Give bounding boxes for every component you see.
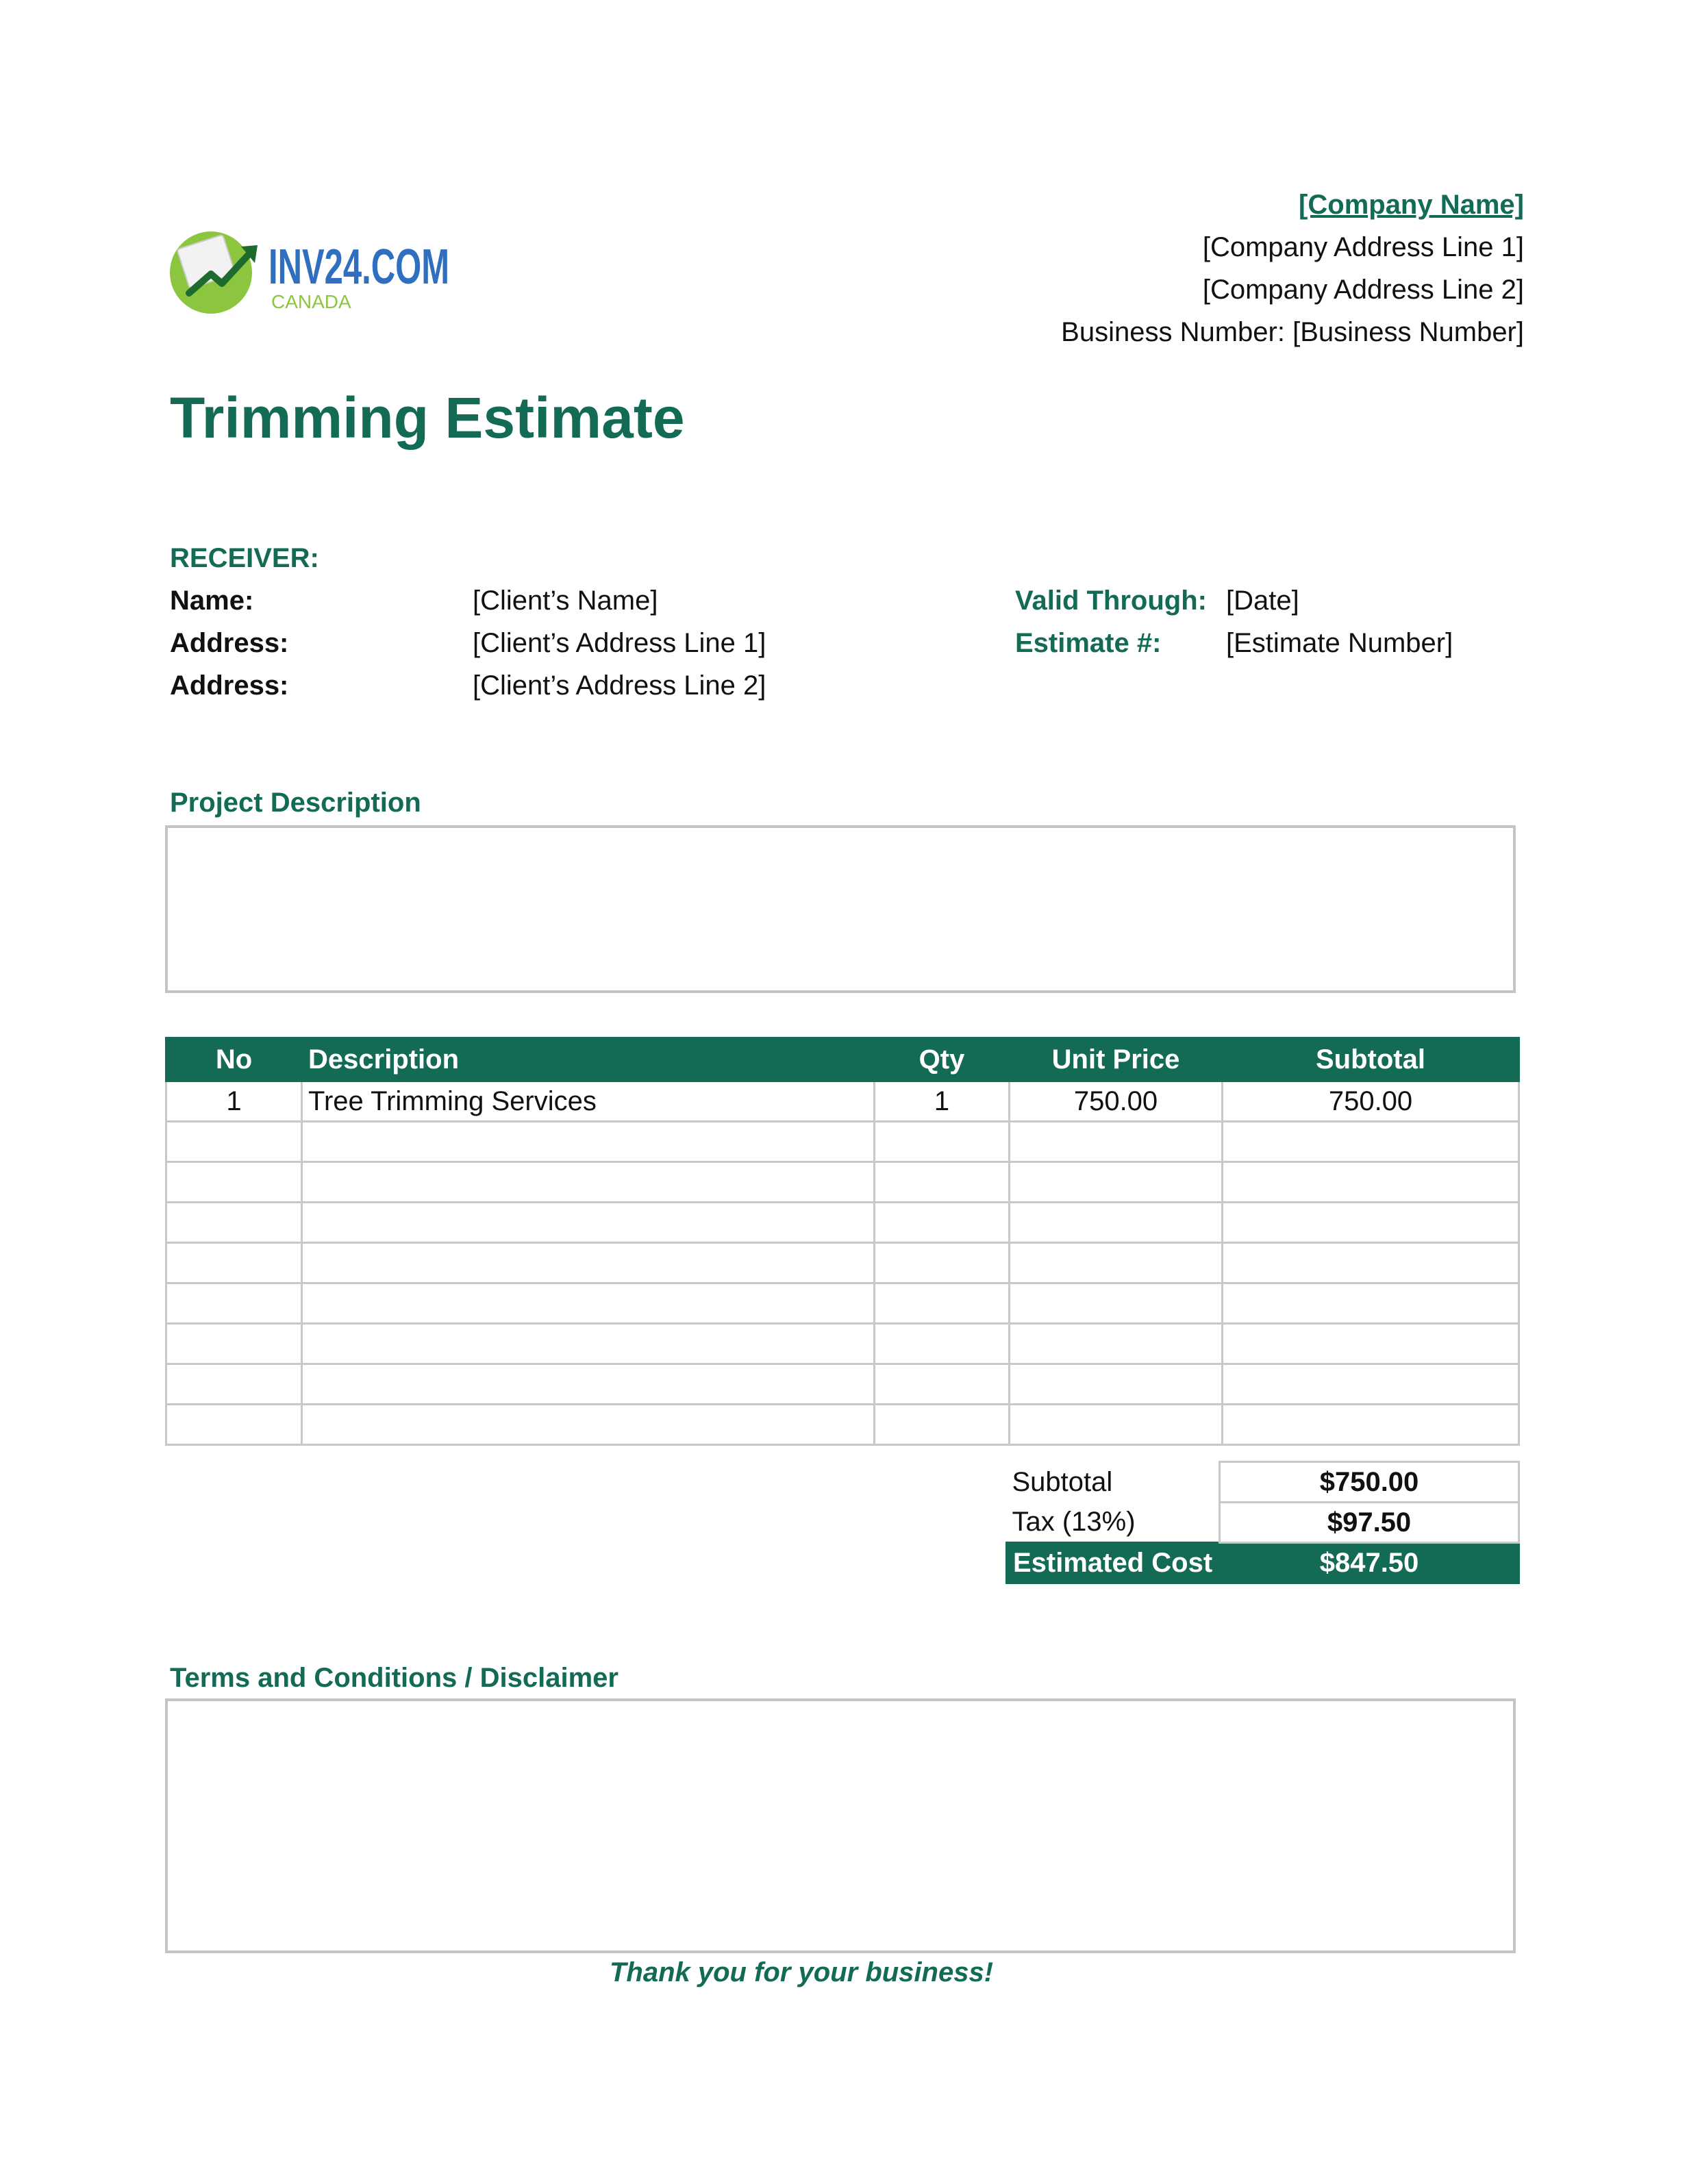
- receiver-heading: RECEIVER:: [170, 543, 319, 573]
- logo-brand: INV24.COM: [268, 240, 449, 294]
- cell-empty[interactable]: [166, 1405, 302, 1445]
- header-description: Description: [302, 1038, 875, 1081]
- cell-empty[interactable]: [302, 1324, 875, 1364]
- cell-empty[interactable]: [1010, 1243, 1223, 1283]
- totals-table: [1005, 1461, 1520, 1584]
- table-header-row: [166, 1038, 1519, 1081]
- cell-empty[interactable]: [1223, 1405, 1519, 1445]
- cell-empty[interactable]: [166, 1162, 302, 1203]
- cell-empty[interactable]: [875, 1122, 1010, 1162]
- subtotal-label: Subtotal: [1012, 1466, 1113, 1497]
- terms-heading: Terms and Conditions / Disclaimer: [170, 1663, 618, 1693]
- receiver-address1-value: [Client’s Address Line 1]: [473, 628, 766, 658]
- cell-empty[interactable]: [166, 1283, 302, 1324]
- valid-through-value: [Date]: [1226, 586, 1299, 616]
- cell-empty[interactable]: [302, 1364, 875, 1405]
- cell-qty[interactable]: 1: [875, 1081, 1010, 1122]
- table-row-empty: [166, 1203, 1519, 1243]
- thank-you-message: Thank you for your business!: [609, 1957, 994, 1987]
- company-name: [Company Name]: [1299, 190, 1524, 220]
- business-number: Business Number: [Business Number]: [1061, 317, 1524, 347]
- cell-empty[interactable]: [1010, 1203, 1223, 1243]
- cell-empty[interactable]: [1223, 1122, 1519, 1162]
- cell-empty[interactable]: [1010, 1324, 1223, 1364]
- tax-label: Tax (13%): [1012, 1506, 1136, 1537]
- cell-empty[interactable]: [1010, 1364, 1223, 1405]
- logo-region: CANADA: [271, 291, 351, 312]
- receiver-name-label: Name:: [170, 586, 254, 616]
- cell-no[interactable]: 1: [166, 1081, 302, 1122]
- receiver-address2-label: Address:: [170, 670, 289, 701]
- cell-empty[interactable]: [875, 1243, 1010, 1283]
- cell-empty[interactable]: [1223, 1203, 1519, 1243]
- cell-description[interactable]: Tree Trimming Services: [302, 1081, 875, 1122]
- inv24-logo: [168, 225, 456, 321]
- subtotal-row: [1007, 1462, 1519, 1503]
- cell-empty[interactable]: [1010, 1283, 1223, 1324]
- table-row: [166, 1081, 1519, 1122]
- cell-empty[interactable]: [166, 1203, 302, 1243]
- cell-empty[interactable]: [875, 1283, 1010, 1324]
- table-row-empty: [166, 1405, 1519, 1445]
- table-row-empty: [166, 1324, 1519, 1364]
- cell-empty[interactable]: [302, 1243, 875, 1283]
- terms-box[interactable]: [165, 1698, 1516, 1953]
- receiver-address1-label: Address:: [170, 628, 289, 658]
- estimate-number-value: [Estimate Number]: [1226, 628, 1453, 658]
- cell-empty[interactable]: [302, 1283, 875, 1324]
- company-address-line2: [Company Address Line 2]: [1202, 275, 1524, 305]
- cell-empty[interactable]: [1223, 1364, 1519, 1405]
- header-no: No: [166, 1038, 302, 1081]
- estimated-cost-row: [1007, 1543, 1519, 1583]
- header-qty: Qty: [875, 1038, 1010, 1081]
- cell-empty[interactable]: [166, 1243, 302, 1283]
- table-row-empty: [166, 1364, 1519, 1405]
- header-unit-price: Unit Price: [1010, 1038, 1223, 1081]
- estimate-number-label: Estimate #:: [1015, 628, 1162, 658]
- cell-empty[interactable]: [1010, 1405, 1223, 1445]
- estimated-cost-label: Estimated Cost: [1007, 1543, 1220, 1583]
- cell-empty[interactable]: [1010, 1162, 1223, 1203]
- cell-empty[interactable]: [302, 1122, 875, 1162]
- table-row-empty: [166, 1162, 1519, 1203]
- cell-empty[interactable]: [1010, 1122, 1223, 1162]
- cell-empty[interactable]: [875, 1364, 1010, 1405]
- cell-empty[interactable]: [302, 1405, 875, 1445]
- header-subtotal: Subtotal: [1223, 1038, 1519, 1081]
- cell-empty[interactable]: [875, 1405, 1010, 1445]
- cell-empty[interactable]: [1223, 1324, 1519, 1364]
- table-row-empty: [166, 1122, 1519, 1162]
- cell-unit-price[interactable]: 750.00: [1010, 1081, 1223, 1122]
- table-row-empty: [166, 1243, 1519, 1283]
- cell-empty[interactable]: [302, 1203, 875, 1243]
- cell-empty[interactable]: [1223, 1162, 1519, 1203]
- receiver-name-value: [Client’s Name]: [473, 586, 658, 616]
- tax-value: $97.50: [1220, 1503, 1519, 1543]
- project-description-heading: Project Description: [170, 788, 421, 818]
- cell-subtotal[interactable]: 750.00: [1223, 1081, 1519, 1122]
- cell-empty[interactable]: [875, 1162, 1010, 1203]
- cell-empty[interactable]: [166, 1122, 302, 1162]
- company-address-line1: [Company Address Line 1]: [1202, 232, 1524, 262]
- valid-through-label: Valid Through:: [1015, 586, 1207, 616]
- cell-empty[interactable]: [166, 1324, 302, 1364]
- cell-empty[interactable]: [875, 1203, 1010, 1243]
- cell-empty[interactable]: [1223, 1243, 1519, 1283]
- cell-empty[interactable]: [302, 1162, 875, 1203]
- receiver-address2-value: [Client’s Address Line 2]: [473, 670, 766, 701]
- cell-empty[interactable]: [875, 1324, 1010, 1364]
- subtotal-value: $750.00: [1220, 1462, 1519, 1503]
- cell-empty[interactable]: [166, 1364, 302, 1405]
- estimated-cost-value: $847.50: [1220, 1543, 1519, 1583]
- tax-row: [1007, 1503, 1519, 1543]
- items-table: [165, 1037, 1520, 1446]
- cell-empty[interactable]: [1223, 1283, 1519, 1324]
- project-description-box[interactable]: [165, 825, 1516, 993]
- table-row-empty: [166, 1283, 1519, 1324]
- document-title: Trimming Estimate: [170, 386, 685, 450]
